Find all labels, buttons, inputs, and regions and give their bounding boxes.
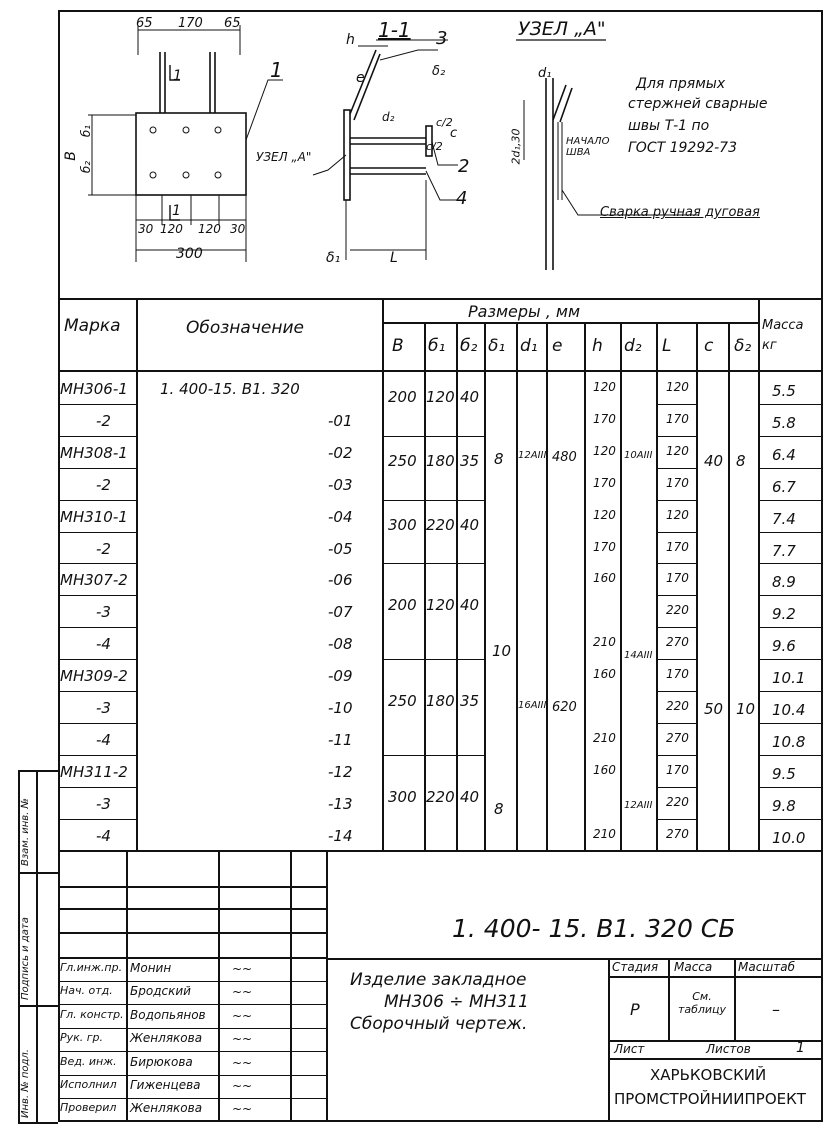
plan-dim-B: В [62,151,79,161]
dim-delta2: δ₂ [432,64,446,79]
signer-signature: ~~ [232,985,253,1000]
row-mass: 9.6 [772,637,796,656]
merged-delta2_top: 8 [736,452,746,470]
merged-e_bot: 620 [552,700,577,715]
row-mass: 6.4 [772,445,796,464]
scale-value: – [772,1000,780,1019]
row-L: 120 [666,380,689,394]
row-L: 220 [666,699,689,713]
plan-dim-b2-left: б₂ [79,160,94,174]
row-L: 170 [666,571,689,586]
merged-g6_B: 300 [388,788,417,806]
row-h: 170 [593,411,616,426]
note-line-4: ГОСТ 19292-73 [628,140,737,156]
row-L: 270 [666,730,689,745]
section-mark-top: 1 [173,68,182,84]
signer-name: Бирюкова [130,1054,193,1069]
section-mark-bottom: 1 [172,203,181,219]
hdr-mark: Марка [64,316,121,336]
row-h: 170 [593,475,616,490]
product-line-2: МН306 ÷ МН311 [384,992,529,1012]
col-header: δ₁ [488,336,506,356]
row-designation: -06 [328,571,353,590]
row-mark: МН311-2 [60,762,128,781]
mass-value: См. таблицу [677,990,727,1016]
signer-name: Женлякова [130,1101,203,1116]
plan-dim-120-a: 120 [160,222,183,236]
col-header: d₁ [520,336,538,356]
row-designation: -13 [328,794,353,813]
row-designation: -08 [328,635,353,654]
stage-label: Стадия [612,960,659,974]
row-mass: 9.2 [772,605,796,624]
dim-e: e [356,70,365,86]
dim-d1: d₁ [538,66,552,81]
signer-role: Рук. гр. [60,1031,104,1045]
merged-g4_B: 200 [388,596,417,614]
sheets-label: Листов [706,1042,751,1056]
row-L: 170 [666,539,689,554]
merged-dia1_bot: 16AIII [518,700,547,711]
merged-c_top: 40 [704,452,724,470]
signer-signature: ~~ [232,1032,253,1047]
note-line-2: стержней сварные [628,96,768,112]
row-h: 210 [593,730,616,745]
plan-dim-170: 170 [178,16,203,31]
side-vzam-inv: Взам. инв. № [20,798,31,866]
col-header: c [704,336,714,356]
signer-name: Бродский [130,984,191,999]
row-mark: -4 [96,826,111,845]
node-ref: УЗЕЛ „А" [256,150,312,164]
row-L: 270 [666,635,689,650]
plan-dim-120-b: 120 [198,222,221,236]
merged-d1_mid: 10 [492,642,512,660]
col-header: d₂ [624,336,642,356]
signer-role: Нач. отд. [60,984,113,998]
row-L: 120 [666,443,689,458]
hdr-designation: Обозначение [186,318,304,338]
row-mark: -3 [96,699,111,717]
row-designation: -07 [328,603,353,622]
row-mass: 10.1 [772,669,806,688]
merged-g5_b2: 35 [460,692,480,710]
col-header: e [552,336,563,356]
dim-h: h [346,32,355,48]
doc-code: 1. 400- 15. В1. 320 СБ [452,914,736,943]
section-title: 1-1 [378,18,411,42]
plan-dim-65-left: 65 [136,16,153,31]
row-L: 170 [666,475,689,490]
signer-name: Монин [130,961,172,975]
dim-d2: d₂ [382,110,395,124]
row-mark: -2 [96,539,111,558]
signer-role: Гл. констр. [60,1007,124,1021]
merged-d1_bot: 8 [494,800,504,818]
row-mass: 7.7 [772,541,796,560]
signer-role: Исполнил [60,1078,117,1091]
signer-role: Проверил [60,1101,117,1115]
merged-g2_b2: 35 [460,452,480,470]
org-line-2: ПРОМСТРОЙНИИПРОЕКТ [614,1090,806,1108]
row-h: 120 [593,380,616,394]
col-header: δ₂ [734,336,752,356]
signer-name: Гиженцева [130,1078,201,1092]
row-mass: 10.8 [772,732,806,751]
plan-dim-30-left: 30 [138,222,154,236]
merged-g5_b1: 180 [426,692,455,710]
row-mark: -2 [96,475,111,494]
row-mark: -4 [96,730,111,749]
row-L: 120 [666,507,689,522]
side-inv-podl: Инв. № подл. [20,1049,31,1118]
row-mark: МН310-1 [60,507,128,526]
merged-g6_b2: 40 [460,788,480,806]
row-mass: 7.4 [772,509,796,528]
merged-g6_b1: 220 [426,788,455,806]
row-designation: -10 [328,699,353,717]
row-mass: 9.8 [772,796,796,815]
row-mark: -3 [96,603,111,622]
row-L: 170 [666,667,689,682]
row-h: 160 [593,667,616,682]
node-title: УЗЕЛ „А" [518,18,606,40]
merged-g4_b2: 40 [460,596,480,614]
row-mass: 10.4 [772,701,806,719]
stage-value: Р [630,1000,640,1019]
note-line-3: швы Т-1 по [628,118,710,134]
merged-g3_B: 300 [388,516,417,534]
mass-label: Масса [674,960,713,974]
row-mass: 5.5 [772,382,796,400]
merged-dia1_top: 12AIII [518,450,547,461]
row-h: 210 [593,826,616,841]
row-L: 170 [666,411,689,426]
row-L: 270 [666,826,689,841]
col-header: h [592,336,603,356]
row-h: 210 [593,635,616,650]
col-header: В [392,336,404,356]
row-mark: МН307-2 [60,571,128,590]
signer-signature: ~~ [232,962,253,976]
merged-c_bot: 50 [704,700,724,718]
row-h: 120 [593,443,616,458]
merged-g2_B: 250 [388,452,417,470]
row-designation: -11 [328,730,353,749]
side-signature-date: Подпись и дата [20,917,31,1000]
row-designation: -04 [328,507,353,526]
dim-c: c [450,126,458,141]
dim-2d1-30: 2d₁,30 [509,128,523,165]
callout-3: 3 [436,28,448,49]
product-line-1: Изделие закладное [350,970,527,990]
merged-g3_b1: 220 [426,516,455,534]
merged-g4_b1: 120 [426,596,455,614]
signer-role: Вед. инж. [60,1054,117,1068]
plan-width: 300 [176,246,203,262]
row-designation: -01 [328,411,353,430]
weld-type: Сварка ручная дуговая [600,205,760,220]
row-mass: 9.5 [772,764,796,783]
row-designation: -05 [328,539,353,558]
row-mass: 8.9 [772,573,796,592]
sheets-value: 1 [796,1040,805,1056]
dim-c-half-top: c/2 [436,116,453,129]
product-line-3: Сборочный чертеж. [350,1014,528,1034]
plan-dim-65-right: 65 [224,16,241,31]
merged-d2_top: 10AIII [624,450,653,461]
row-h: 170 [593,539,616,554]
row-mark: -3 [96,794,111,813]
sheet-label: Лист [614,1042,645,1056]
weld-start: НАЧАЛО ШВА [566,136,610,158]
signer-name: Водопьянов [130,1007,206,1022]
col-header: б₂ [460,336,478,356]
signer-signature: ~~ [232,1055,253,1070]
merged-g5_B: 250 [388,692,417,710]
row-L: 170 [666,762,689,777]
row-designation: -14 [328,826,353,845]
merged-delta2_bot: 10 [736,700,756,718]
row-mass: 5.8 [772,413,796,432]
signer-signature: ~~ [232,1008,253,1023]
merged-g1_B: 200 [388,388,417,406]
hdr-mass: Масса кг [762,318,804,353]
merged-g2_b1: 180 [426,452,455,470]
merged-g3_b2: 40 [460,516,480,534]
merged-d2_bot: 12AIII [624,800,653,811]
col-header: б₁ [428,336,446,356]
merged-e_top: 480 [552,450,577,465]
row-designation: -09 [328,667,353,686]
signer-signature: ~~ [232,1102,253,1117]
scale-label: Масштаб [738,960,796,974]
org-line-1: ХАРЬКОВСКИЙ [650,1066,767,1084]
callout-1: 1 [270,58,283,82]
signer-signature: ~~ [232,1079,253,1093]
row-h: 120 [593,507,616,522]
dim-L: L [390,250,398,266]
row-mark: МН309-2 [60,667,128,686]
row-h: 160 [593,571,616,586]
row-mark: -2 [96,411,111,430]
row-mark: МН308-1 [60,443,128,462]
dim-c-half-bottom: c/2 [426,140,443,153]
note-line-1: Для прямых [636,76,726,92]
plate-outline [136,113,246,195]
merged-g1_b2: 40 [460,388,480,406]
merged-g1_b1: 120 [426,388,455,406]
merged-d1_top: 8 [494,450,504,468]
dim-delta1: δ₁ [326,250,341,266]
row-designation: 1. 400-15. В1. 320 [160,380,300,398]
row-designation: -02 [328,443,353,462]
row-designation: -12 [328,762,353,781]
signer-role: Гл.инж.пр. [60,961,123,974]
signer-name: Женлякова [130,1031,203,1046]
row-L: 220 [666,794,689,809]
merged-d2_mid: 14AIII [624,650,653,661]
row-L: 220 [666,603,689,618]
hdr-sizes: Размеры , мм [468,302,581,321]
plan-dim-b1-left: б₁ [79,124,94,138]
callout-2: 2 [458,156,470,177]
col-header: L [662,336,672,356]
row-mass: 10.0 [772,828,806,847]
row-designation: -03 [328,475,353,494]
row-h: 160 [593,762,616,777]
row-mark: -4 [96,635,111,654]
plan-dim-30-right: 30 [230,222,246,236]
row-mass: 6.7 [772,477,796,496]
callout-4: 4 [456,188,468,209]
row-mark: МН306-1 [60,380,128,398]
